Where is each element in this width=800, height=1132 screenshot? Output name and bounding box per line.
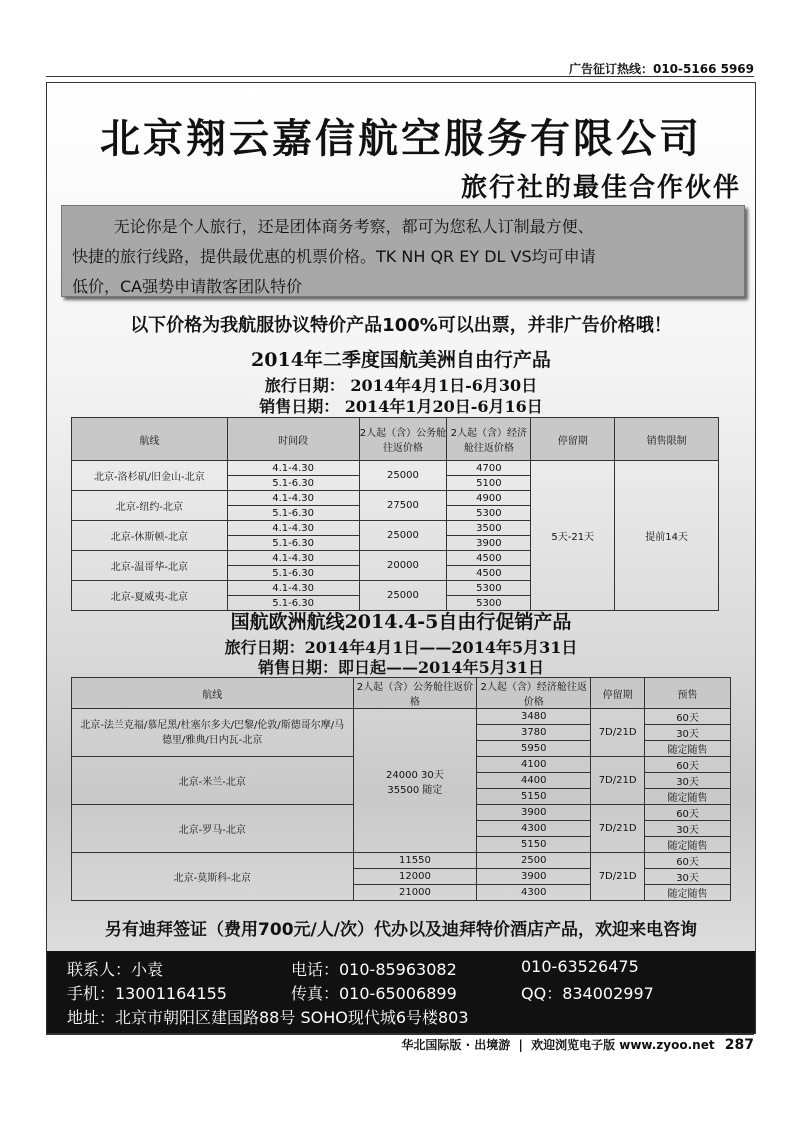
economy-price-cell: 3900 [447, 536, 531, 551]
presale-cell: 随定随售 [645, 789, 731, 805]
period-cell: 4.1-4.30 [227, 551, 359, 566]
economy-price-cell: 4900 [447, 491, 531, 506]
table-header: 停留期 [531, 418, 615, 461]
table-header: 停留期 [591, 678, 645, 709]
economy-price-cell: 5150 [477, 789, 591, 805]
economy-price-cell: 4500 [447, 551, 531, 566]
contact-phone: 电话：010-85963082 [291, 960, 457, 979]
ad-hotline: 广告征订热线：010-5166 5969 [568, 62, 754, 76]
intro-line: 低价，CA强势申请散客团队特价 [72, 277, 303, 296]
business-price-cell: 12000 [353, 869, 477, 885]
period-cell: 4.1-4.30 [227, 491, 359, 506]
economy-price-cell: 4500 [447, 566, 531, 581]
section2-travel-dates: 旅行日期：2014年4月1日——2014年5月31日 [224, 638, 578, 657]
economy-price-cell: 4300 [477, 821, 591, 837]
table-row [72, 853, 731, 869]
page-number: 287 [724, 1037, 754, 1053]
economy-price-cell: 5300 [447, 581, 531, 596]
presale-cell: 随定随售 [645, 741, 731, 757]
business-price-line: 24000 30天 [386, 769, 444, 781]
business-price-cell: 25000 [359, 581, 447, 611]
stay-cell: 5天-21天 [531, 461, 615, 611]
stay-cell: 7D/21D [591, 757, 645, 805]
route-cell: 北京-洛杉矶/旧金山-北京 [72, 461, 228, 491]
dubai-visa-banner: 另有迪拜签证（费用700元/人/次）代办以及迪拜特价酒店产品，欢迎来电咨询 [105, 920, 697, 940]
presale-cell: 30天 [645, 869, 731, 885]
economy-price-cell: 4100 [477, 757, 591, 773]
route-cell: 北京-纽约-北京 [72, 491, 228, 521]
page-footer [401, 1036, 754, 1053]
economy-price-cell: 3780 [477, 725, 591, 741]
period-cell: 5.1-6.30 [227, 596, 359, 611]
business-price-cell: 25000 [359, 521, 447, 551]
top-divider [46, 76, 754, 77]
period-cell: 5.1-6.30 [227, 536, 359, 551]
table-header: 2人起（含）公务舱往返价格 [353, 678, 477, 709]
footer-separator: | [518, 1038, 523, 1052]
presale-cell: 30天 [645, 773, 731, 789]
route-cell: 北京-米兰-北京 [72, 757, 354, 805]
intro-box [61, 205, 745, 297]
business-price-cell: 11550 [353, 853, 477, 869]
edition-label: 华北国际版 · 出境游 [401, 1038, 511, 1052]
route-cell: 北京-休斯顿-北京 [72, 521, 228, 551]
presale-cell: 30天 [645, 725, 731, 741]
economy-price-cell: 3480 [477, 709, 591, 725]
period-cell: 4.1-4.30 [227, 521, 359, 536]
company-name: 北京翔云嘉信航空服务有限公司 [100, 115, 702, 162]
economy-price-cell: 4400 [477, 773, 591, 789]
table-header: 2人起（含）经济舱往返价格 [447, 418, 531, 461]
period-cell: 4.1-4.30 [227, 581, 359, 596]
period-cell: 5.1-6.30 [227, 476, 359, 491]
company-slogan: 旅行社的最佳合作伙伴 [460, 173, 741, 203]
table-header: 2人起（含）经济舱往返价格 [477, 678, 591, 709]
contact-address: 地址：北京市朝阳区建国路88号 SOHO现代城6号楼803 [67, 1008, 469, 1027]
price-notice: 以下价格为我航服协议特价产品100%可以出票，并非广告价格哦！ [130, 315, 672, 336]
section2-sale-dates: 销售日期：即日起——2014年5月31日 [258, 658, 544, 677]
section1-sale-dates: 销售日期： 2014年1月20日-6月16日 [259, 397, 543, 416]
route-cell: 北京-莫斯科-北京 [72, 853, 354, 901]
economy-price-cell: 3900 [477, 869, 591, 885]
contact-fax: 传真：010-65006899 [291, 984, 457, 1003]
bottom-divider [46, 1034, 754, 1035]
contact-qq: QQ：834002997 [521, 984, 654, 1003]
contact-mobile: 手机：13001164155 [67, 984, 227, 1003]
economy-price-cell: 5950 [477, 741, 591, 757]
table-header: 时间段 [227, 418, 359, 461]
shared-business-price-cell [353, 709, 477, 853]
economy-price-cell: 5150 [477, 837, 591, 853]
table-header: 航线 [72, 678, 354, 709]
section2-title: 国航欧洲航线2014.4-5自由行促销产品 [230, 611, 572, 633]
period-cell: 5.1-6.30 [227, 566, 359, 581]
presale-cell: 60天 [645, 805, 731, 821]
economy-price-cell: 2500 [477, 853, 591, 869]
table-row [72, 461, 719, 476]
business-price-cell: 21000 [353, 885, 477, 901]
route-cell: 北京-温哥华-北京 [72, 551, 228, 581]
table-header: 2人起（含）公务舱往返价格 [359, 418, 447, 461]
contact-person: 联系人：小袁 [67, 960, 164, 979]
route-cell: 北京-罗马-北京 [72, 805, 354, 853]
economy-price-cell: 5300 [447, 596, 531, 611]
stay-cell: 7D/21D [591, 853, 645, 901]
table-row [72, 709, 731, 725]
economy-price-cell: 4700 [447, 461, 531, 476]
period-cell: 5.1-6.30 [227, 506, 359, 521]
business-price-cell: 25000 [359, 461, 447, 491]
presale-cell: 30天 [645, 821, 731, 837]
presale-cell: 60天 [645, 757, 731, 773]
economy-price-cell: 4300 [477, 885, 591, 901]
contact-phone-2: 010-63526475 [521, 957, 639, 976]
stay-cell: 7D/21D [591, 709, 645, 757]
economy-price-cell: 5300 [447, 506, 531, 521]
period-cell: 4.1-4.30 [227, 461, 359, 476]
table-header: 航线 [72, 418, 228, 461]
advertisement-frame [46, 82, 756, 1034]
table-header: 预售 [645, 678, 731, 709]
intro-line: 无论你是个人旅行，还是团体商务考察，都可为您私人订制最方便、 [113, 217, 594, 236]
economy-price-cell: 5100 [447, 476, 531, 491]
section1-travel-dates: 旅行日期： 2014年4月1日-6月30日 [264, 376, 538, 395]
economy-price-cell: 3900 [477, 805, 591, 821]
business-price-line: 35500 随定 [387, 784, 443, 796]
economy-price-cell: 3500 [447, 521, 531, 536]
presale-cell: 60天 [645, 709, 731, 725]
website-invite: 欢迎浏览电子版 www.zyoo.net [531, 1038, 715, 1052]
section1-title: 2014年二季度国航美洲自由行产品 [251, 349, 551, 371]
presale-cell: 60天 [645, 853, 731, 869]
route-cell: 北京-法兰克福/慕尼黑/杜塞尔多夫/巴黎/伦敦/斯德哥尔摩/马德里/雅典/日内瓦-北京 [72, 709, 354, 757]
table-header: 销售限制 [615, 418, 719, 461]
route-cell: 北京-夏威夷-北京 [72, 581, 228, 611]
america-price-table [71, 417, 719, 611]
business-price-cell: 27500 [359, 491, 447, 521]
europe-price-table [71, 677, 731, 901]
presale-cell: 随定随售 [645, 837, 731, 853]
stay-cell: 7D/21D [591, 805, 645, 853]
limit-cell: 提前14天 [615, 461, 719, 611]
presale-cell: 随定随售 [645, 885, 731, 901]
business-price-cell: 20000 [359, 551, 447, 581]
contact-panel [47, 951, 755, 1033]
intro-line: 快捷的旅行线路，提供最优惠的机票价格。TK NH QR EY DL VS均可申请 [72, 247, 596, 266]
